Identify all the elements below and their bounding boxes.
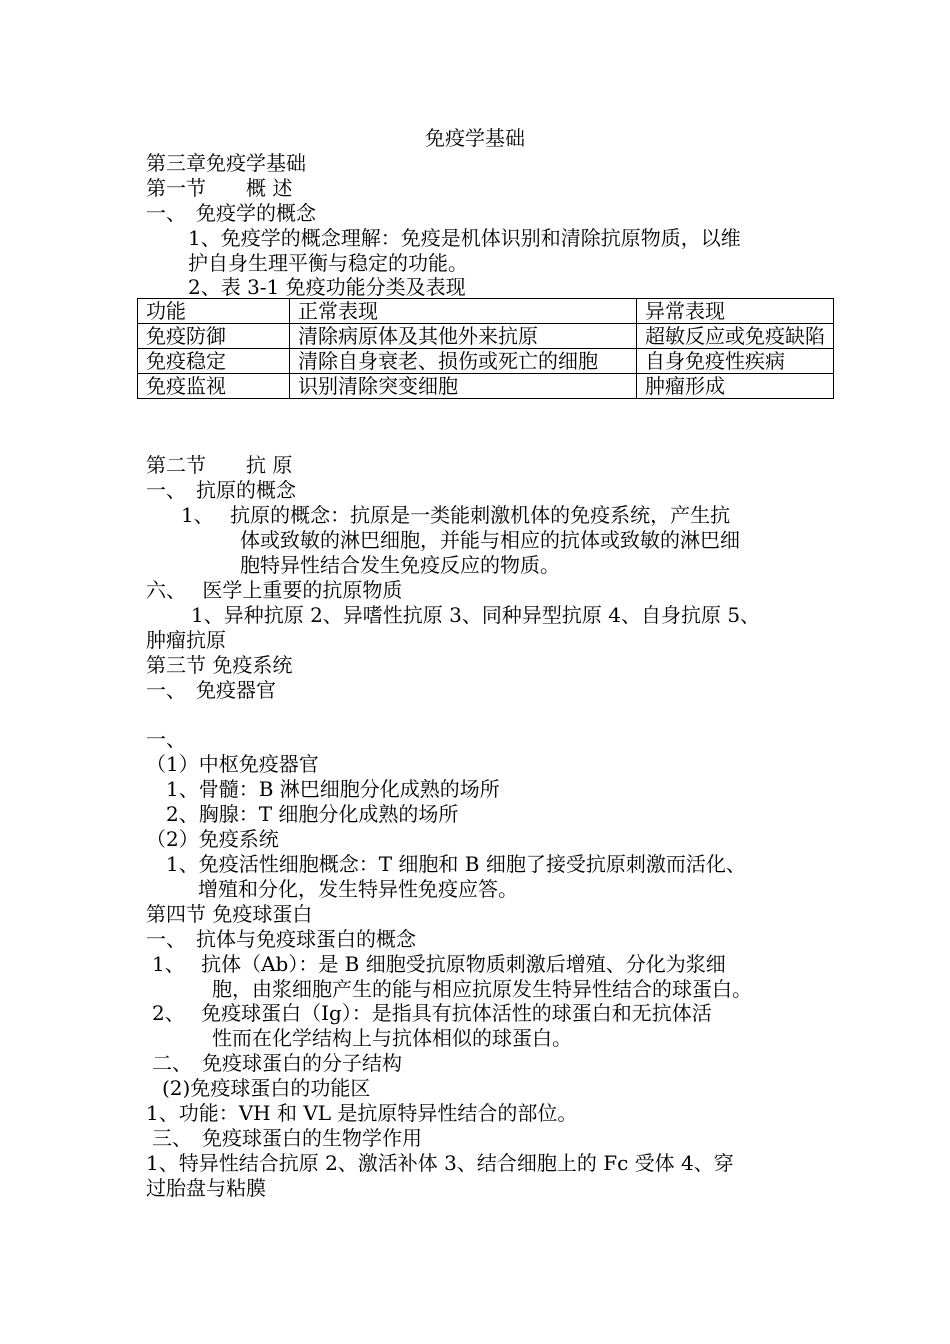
list-heading: (2)免疫球蛋白的功能区 bbox=[162, 1076, 371, 1100]
table-cell: 清除自身衰老、损伤或死亡的细胞 bbox=[290, 349, 637, 374]
subsection-heading: 一、 bbox=[146, 727, 186, 751]
paragraph-line: 1、 抗原的概念：抗原是一类能刺激机体的免疫系统，产生抗 bbox=[181, 503, 731, 527]
subsection-heading: 二、 免疫球蛋白的分子结构 bbox=[152, 1051, 402, 1075]
paragraph-line: 1、异种抗原 2、异嗜性抗原 3、同种异型抗原 4、自身抗原 5、 bbox=[191, 603, 761, 627]
paragraph-line: 肿瘤抗原 bbox=[146, 628, 226, 652]
paragraph-line: 体或致敏的淋巴细胞，并能与相应的抗体或致敏的淋巴细 bbox=[240, 528, 740, 552]
table-row bbox=[138, 374, 834, 399]
paragraph-line: 护自身生理平衡与稳定的功能。 bbox=[188, 251, 468, 275]
table-header-cell: 正常表现 bbox=[290, 299, 637, 324]
paragraph-line: 2、 免疫球蛋白（Ig）：是指具有抗体活性的球蛋白和无抗体活 bbox=[152, 1001, 712, 1025]
list-heading: （1）中枢免疫器官 bbox=[146, 752, 319, 776]
paragraph-line: 1、 抗体（Ab）：是 B 细胞受抗原物质刺激后增殖、分化为浆细 bbox=[152, 952, 726, 976]
list-heading: （2）免疫系统 bbox=[146, 827, 279, 851]
list-item: 增殖和分化，发生特异性免疫应答。 bbox=[198, 877, 518, 901]
document-title: 免疫学基础 bbox=[425, 126, 525, 150]
section-heading: 第三节 免疫系统 bbox=[146, 653, 293, 677]
list-item: 1、骨髓：B 淋巴细胞分化成熟的场所 bbox=[166, 777, 500, 801]
paragraph-line: 性而在化学结构上与抗体相似的球蛋白。 bbox=[212, 1026, 572, 1050]
immune-function-table bbox=[137, 298, 834, 399]
table-header-row bbox=[138, 299, 834, 324]
paragraph-line: 胞，由浆细胞产生的能与相应抗原发生特异性结合的球蛋白。 bbox=[212, 977, 752, 1001]
table-cell: 清除病原体及其他外来抗原 bbox=[290, 324, 637, 349]
table-cell: 免疫监视 bbox=[138, 374, 290, 399]
chapter-heading: 第三章免疫学基础 bbox=[146, 151, 306, 175]
table-cell: 超敏反应或免疫缺陷 bbox=[637, 324, 834, 349]
table-cell: 肿瘤形成 bbox=[637, 374, 834, 399]
list-item: 过胎盘与粘膜 bbox=[146, 1176, 266, 1200]
table-cell: 识别清除突变细胞 bbox=[290, 374, 637, 399]
subsection-heading: 六、 医学上重要的抗原物质 bbox=[146, 578, 403, 602]
table-cell: 免疫稳定 bbox=[138, 349, 290, 374]
table-caption: 2、表 3-1 免疫功能分类及表现 bbox=[188, 275, 466, 299]
section-heading: 第一节 概 述 bbox=[146, 176, 293, 200]
subsection-heading: 一、 免疫学的概念 bbox=[146, 201, 316, 225]
table-header-cell: 异常表现 bbox=[637, 299, 834, 324]
subsection-heading: 三、 免疫球蛋白的生物学作用 bbox=[152, 1126, 422, 1150]
subsection-heading: 一、 抗原的概念 bbox=[146, 478, 296, 502]
paragraph-line: 胞特异性结合发生免疫反应的物质。 bbox=[240, 553, 560, 577]
table-row bbox=[138, 324, 834, 349]
paragraph-line: 1、免疫学的概念理解：免疫是机体识别和清除抗原物质，以维 bbox=[188, 226, 741, 250]
subsection-heading: 一、 免疫器官 bbox=[146, 678, 276, 702]
subsection-heading: 一、 抗体与免疫球蛋白的概念 bbox=[146, 927, 416, 951]
list-item: 1、功能：VH 和 VL 是抗原特异性结合的部位。 bbox=[146, 1101, 578, 1125]
table-cell: 免疫防御 bbox=[138, 324, 290, 349]
list-item: 1、免疫活性细胞概念：T 细胞和 B 细胞了接受抗原刺激而活化、 bbox=[166, 852, 746, 876]
section-heading: 第四节 免疫球蛋白 bbox=[146, 902, 313, 926]
section-heading: 第二节 抗 原 bbox=[146, 453, 293, 477]
table-header-cell: 功能 bbox=[138, 299, 290, 324]
table-cell: 自身免疫性疾病 bbox=[637, 349, 834, 374]
list-item: 1、特异性结合抗原 2、激活补体 3、结合细胞上的 Fc 受体 4、穿 bbox=[146, 1151, 734, 1175]
list-item: 2、胸腺：T 细胞分化成熟的场所 bbox=[166, 802, 459, 826]
table-row bbox=[138, 349, 834, 374]
